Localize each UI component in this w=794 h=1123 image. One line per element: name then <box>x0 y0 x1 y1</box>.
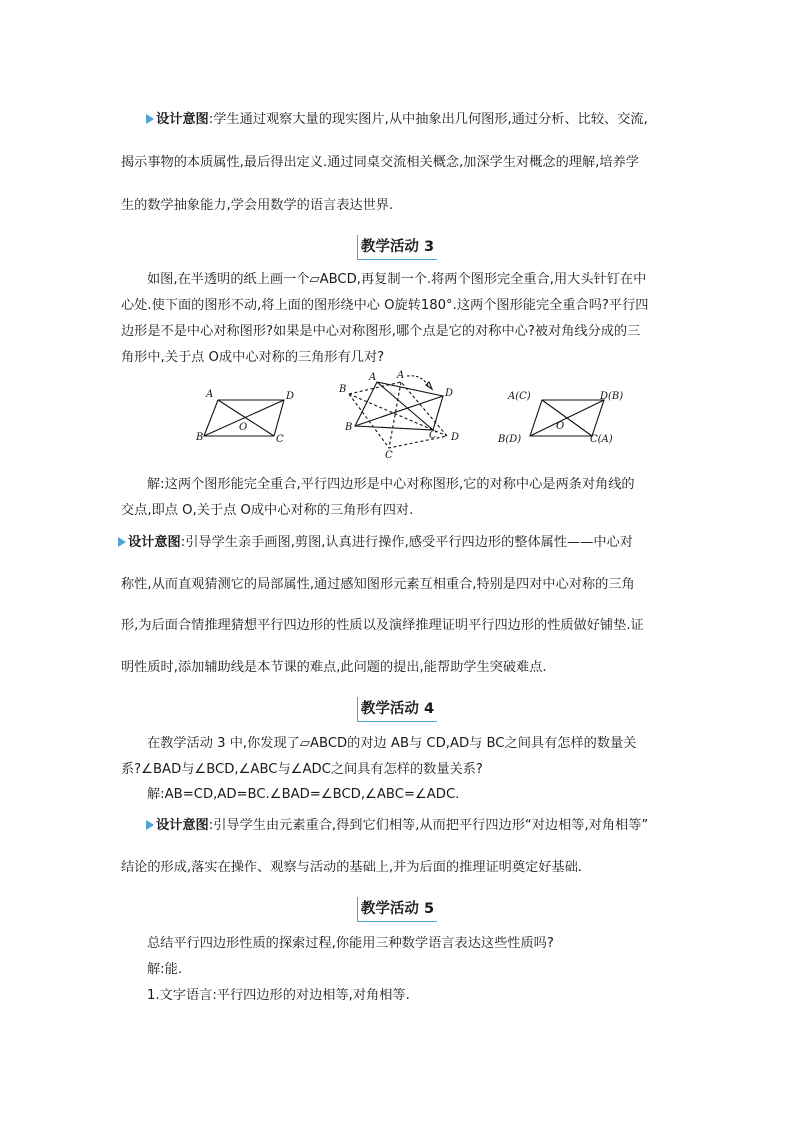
paragraph-line: 称性,从而直观猜测它的局部属性,通过感知图形元素互相重合,特别是四对中心对称的三角 <box>121 577 635 592</box>
vertex-label: A <box>206 389 214 400</box>
design-intent-text: :引导学生亲手画图,剪图,认真进行操作,感受平行四边形的整体属性——中心对 <box>180 535 633 550</box>
paragraph-line: 总结平行四边形性质的探索过程,你能用三种数学语言表达这些性质吗? <box>147 936 554 951</box>
activity-heading: 教学活动 3 <box>0 235 794 260</box>
answer-line: 解:这两个图形能完全重合,平行四边形是中心对称图形,它的对称中心是两条对角线的 <box>147 477 635 492</box>
diagonal-line <box>530 400 604 436</box>
vertex-label: D <box>445 388 454 399</box>
vertex-label: D <box>451 432 460 443</box>
design-intent-line <box>146 108 648 127</box>
vertex-label: A <box>369 372 377 383</box>
vertex-label: C <box>276 434 284 445</box>
design-intent-line <box>146 814 648 833</box>
parallelogram-figure-2 <box>335 368 465 460</box>
triangle-marker-icon <box>146 820 154 830</box>
vertex-label: A <box>397 370 405 381</box>
vertex-label: B <box>339 384 347 395</box>
triangle-marker-icon <box>146 114 154 124</box>
center-label: O <box>556 421 565 432</box>
vertex-label: B <box>196 432 204 443</box>
parallelogram-shape <box>355 382 443 430</box>
design-intent-tag: 设计意图 <box>156 112 209 127</box>
paragraph-line: 在教学活动 3 中,你发现了▱ABCD的对边 AB与 CD,AD与 BC之间具有怎样的数量关 <box>147 736 637 751</box>
vertex-label: B(D) <box>498 434 522 445</box>
paragraph-line: 明性质时,添加辅助线是本节课的难点,此问题的提出,能帮助学生突破难点. <box>121 660 547 675</box>
vertex-label: D(B) <box>600 391 624 402</box>
design-intent-line <box>118 531 633 550</box>
triangle-marker-icon <box>118 537 126 547</box>
vertex-label: C <box>385 450 393 460</box>
paragraph-line: 如图,在半透明的纸上画一个▱ABCD,再复制一个.将两个图形完全重合,用大头针钉在中 <box>147 272 647 287</box>
paragraph-line: 角形中,关于点 O成中心对称的三角形有几对? <box>121 350 385 365</box>
answer-line: 解:能. <box>147 962 183 977</box>
activity-heading: 教学活动 4 <box>0 697 794 722</box>
vertex-label: C <box>429 430 437 441</box>
paragraph-line: 生的数学抽象能力,学会用数学的语言表达世界. <box>121 198 394 213</box>
rotation-arrow-icon <box>407 376 429 388</box>
paragraph-line: 心处.使下面的图形不动,将上面的图形绕中心 O旋转180°.这两个图形能完全重合吗?平行四 <box>121 298 649 313</box>
vertex-label: C(A) <box>590 434 613 445</box>
paragraph-line: 结论的形成,落实在操作、观察与活动的基础上,并为后面的推理证明奠定好基础. <box>121 860 582 875</box>
paragraph-line: 揭示事物的本质属性,最后得出定义.通过同桌交流相关概念,加深学生对概念的理解,培养学 <box>121 155 639 170</box>
design-intent-tag: 设计意图 <box>156 818 209 833</box>
diagonal-line <box>377 382 433 430</box>
vertex-label: A(C) <box>508 391 531 402</box>
paragraph-line: 系?∠BAD与∠BCD,∠ABC与∠ADC之间具有怎样的数量关系? <box>121 762 483 777</box>
vertex-label: B <box>345 422 353 433</box>
activity-heading: 教学活动 5 <box>0 897 794 922</box>
paragraph-line: 边形是不是中心对称图形?如果是中心对称图形,哪个点是它的对称中心?被对角线分成的三 <box>121 324 641 339</box>
design-intent-text: :学生通过观察大量的现实图片,从中抽象出几何图形,通过分析、比较、交流, <box>208 112 648 127</box>
design-intent-text: :引导学生由元素重合,得到它们相等,从而把平行四边形“对边相等,对角相等” <box>208 818 649 833</box>
design-intent-tag: 设计意图 <box>128 535 181 550</box>
vertex-label: D <box>286 391 295 402</box>
rotated-diagonal-line <box>389 382 401 448</box>
answer-line: 解:AB=CD,AD=BC.∠BAD=∠BCD,∠ABC=∠ADC. <box>147 787 460 802</box>
center-label: O <box>239 422 248 433</box>
paragraph-line: 形,为后面合情推理猜想平行四边形的性质以及演绎推理证明平行四边形的性质做好铺垫.证 <box>121 618 644 633</box>
parallelogram-figure-1 <box>196 380 302 448</box>
answer-line: 交点,即点 O,关于点 O成中心对称的三角形有四对. <box>121 503 414 518</box>
list-item: 1.文字语言:平行四边形的对边相等,对角相等. <box>147 988 410 1003</box>
parallelogram-figure-3 <box>496 380 630 448</box>
